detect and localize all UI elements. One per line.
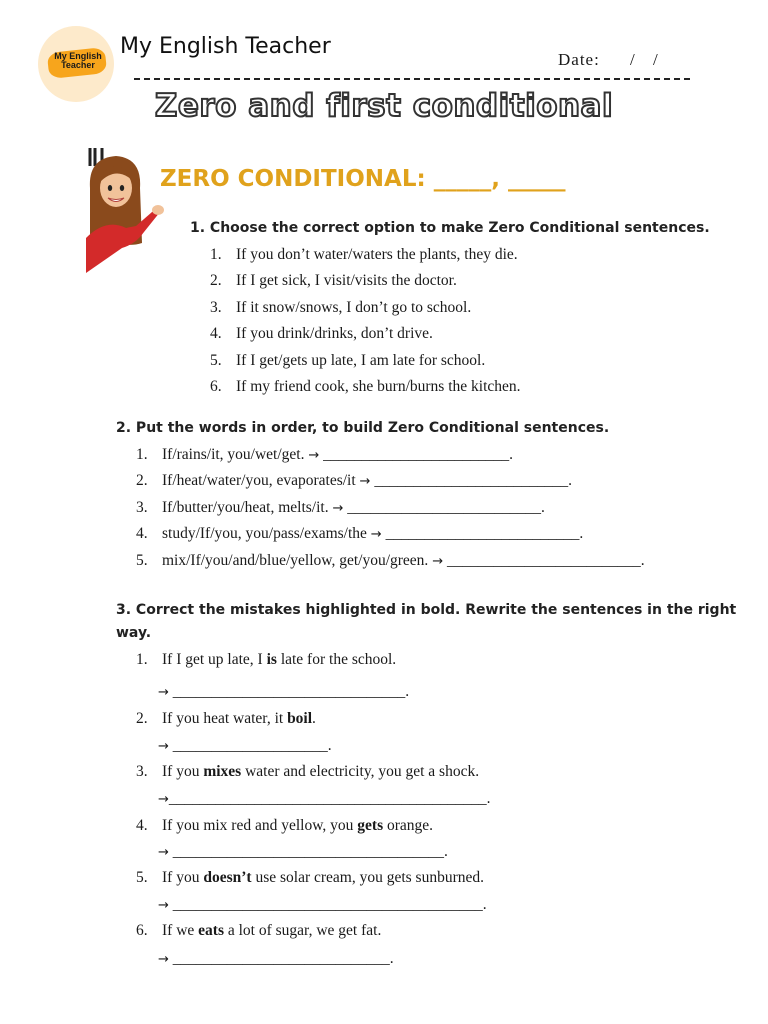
- answer-blank[interactable]: _________________________________________.: [168, 790, 491, 807]
- item-text: If/butter/you/heat, melts/it.: [162, 499, 329, 516]
- item-number: 4.: [136, 525, 148, 542]
- item-number: 2.: [136, 472, 148, 489]
- item-text: If/rains/it, you/wet/get.: [162, 446, 305, 463]
- arrow-icon: →: [158, 845, 169, 860]
- arrow-icon: →: [432, 554, 444, 569]
- item-number: 4.: [210, 325, 222, 342]
- exercise3-heading-line1: 3. Correct the mistakes highlighted in bold. Rewrite the sentences in the right: [116, 602, 737, 618]
- list-item: [136, 763, 479, 781]
- item-text: If my friend cook, she burn/burns the kitchen.: [236, 378, 521, 395]
- answer-line: [158, 683, 409, 701]
- worksheet-title: Zero and first conditional: [154, 88, 614, 124]
- item-number: 6.: [210, 378, 222, 395]
- arrow-icon: →: [158, 898, 169, 913]
- exercise1-heading: 1. Choose the correct option to make Zero Conditional sentences.: [190, 220, 710, 236]
- logo-text: [50, 52, 106, 70]
- section-heading: ZERO CONDITIONAL: _____, _____: [160, 166, 566, 192]
- item-text-post: .: [312, 710, 316, 727]
- item-number: 3.: [136, 499, 148, 516]
- answer-blank[interactable]: _________________________.: [347, 499, 545, 516]
- item-mistake: eats: [198, 922, 224, 939]
- list-item: [136, 499, 545, 517]
- exercise2-heading: 2. Put the words in order, to build Zero Conditional sentences.: [116, 420, 610, 436]
- list-item: [136, 651, 396, 669]
- item-text: If you drink/drinks, don’t drive.: [236, 325, 433, 342]
- header-divider: [134, 64, 690, 80]
- list-item: [136, 472, 572, 490]
- answer-blank[interactable]: _________________________.: [446, 552, 645, 569]
- brand-name: My English Teacher: [120, 34, 331, 59]
- item-number: 1.: [136, 446, 148, 463]
- item-text: If I get sick, I visit/visits the doctor.: [236, 272, 457, 289]
- item-number: 2.: [136, 710, 148, 727]
- item-text-post: late for the school.: [276, 651, 397, 668]
- list-item: [136, 817, 433, 835]
- arrow-icon: →: [158, 952, 169, 967]
- list-item: [136, 552, 645, 570]
- item-text: mix/If/you/and/blue/yellow, get/you/green.: [162, 552, 429, 569]
- list-item: [136, 710, 316, 728]
- answer-blank[interactable]: ____________________________.: [172, 950, 394, 967]
- item-text-pre: If you: [162, 763, 204, 780]
- item-text: If I get/gets up late, I am late for school.: [236, 352, 486, 369]
- list-item: [136, 525, 583, 543]
- item-text-pre: If you mix red and yellow, you: [162, 817, 358, 834]
- item-text-pre: If we: [162, 922, 199, 939]
- item-text: If/heat/water/you, evaporates/it: [162, 472, 356, 489]
- item-mistake: gets: [357, 817, 384, 834]
- item-number: 2.: [210, 272, 222, 289]
- answer-blank[interactable]: ____________________.: [172, 737, 332, 754]
- arrow-icon: →: [158, 792, 169, 807]
- arrow-icon: →: [359, 474, 371, 489]
- answer-line: [158, 790, 491, 808]
- list-item: [210, 299, 471, 317]
- exercise3-heading-line2: way.: [116, 625, 152, 641]
- answer-blank[interactable]: _________________________.: [374, 472, 572, 489]
- item-number: 1.: [210, 246, 222, 263]
- answer-blank[interactable]: ______________________________.: [172, 683, 410, 700]
- list-item: [136, 869, 484, 887]
- list-item: [210, 246, 518, 264]
- item-number: 5.: [136, 869, 148, 886]
- answer-line: [158, 843, 448, 861]
- item-text: If it snow/snows, I don’t go to school.: [236, 299, 472, 316]
- list-item: [210, 352, 485, 370]
- answer-blank[interactable]: _________________________.: [385, 525, 584, 542]
- arrow-icon: →: [370, 527, 382, 542]
- item-text-pre: If I get up late, I: [162, 651, 267, 668]
- item-text-pre: If you heat water, it: [162, 710, 288, 727]
- item-text-pre: If you: [162, 869, 204, 886]
- item-mistake: boil: [287, 710, 313, 727]
- item-number: 3.: [210, 299, 222, 316]
- date-slashes: / /: [630, 50, 658, 69]
- item-text: If you don’t water/waters the plants, they die.: [236, 246, 518, 263]
- list-item: [210, 378, 521, 396]
- answer-blank[interactable]: ________________________.: [323, 446, 514, 463]
- item-text: study/If/you, you/pass/exams/the: [162, 525, 367, 542]
- arrow-icon: →: [158, 739, 169, 754]
- list-item: [210, 272, 457, 290]
- answer-line: [158, 950, 394, 968]
- logo-text-line2: Teacher: [61, 60, 95, 70]
- item-text-post: orange.: [383, 817, 434, 834]
- item-number: 6.: [136, 922, 148, 939]
- item-mistake: doesn’t: [203, 869, 252, 886]
- item-number: 1.: [136, 651, 148, 668]
- item-text-post: use solar cream, you gets sunburned.: [251, 869, 485, 886]
- item-text-post: a lot of sugar, we get fat.: [223, 922, 382, 939]
- item-text-post: water and electricity, you get a shock.: [241, 763, 480, 780]
- item-mistake: mixes: [203, 763, 242, 780]
- list-item: [136, 922, 381, 940]
- answer-line: [158, 896, 487, 914]
- item-number: 3.: [136, 763, 148, 780]
- item-mistake: is: [266, 651, 277, 668]
- teacher-avatar: [86, 148, 166, 273]
- item-number: 5.: [136, 552, 148, 569]
- arrow-icon: →: [332, 501, 344, 516]
- arrow-icon: →: [158, 685, 169, 700]
- item-number: 5.: [210, 352, 222, 369]
- answer-blank[interactable]: ________________________________________.: [172, 896, 487, 913]
- arrow-icon: →: [308, 448, 320, 463]
- date-label: Date:: [558, 50, 600, 69]
- item-number: 4.: [136, 817, 148, 834]
- list-item: [136, 446, 513, 464]
- answer-line: [158, 737, 332, 755]
- answer-blank[interactable]: ___________________________________.: [172, 843, 448, 860]
- logo-text-line1: My English: [54, 51, 102, 61]
- list-item: [210, 325, 433, 343]
